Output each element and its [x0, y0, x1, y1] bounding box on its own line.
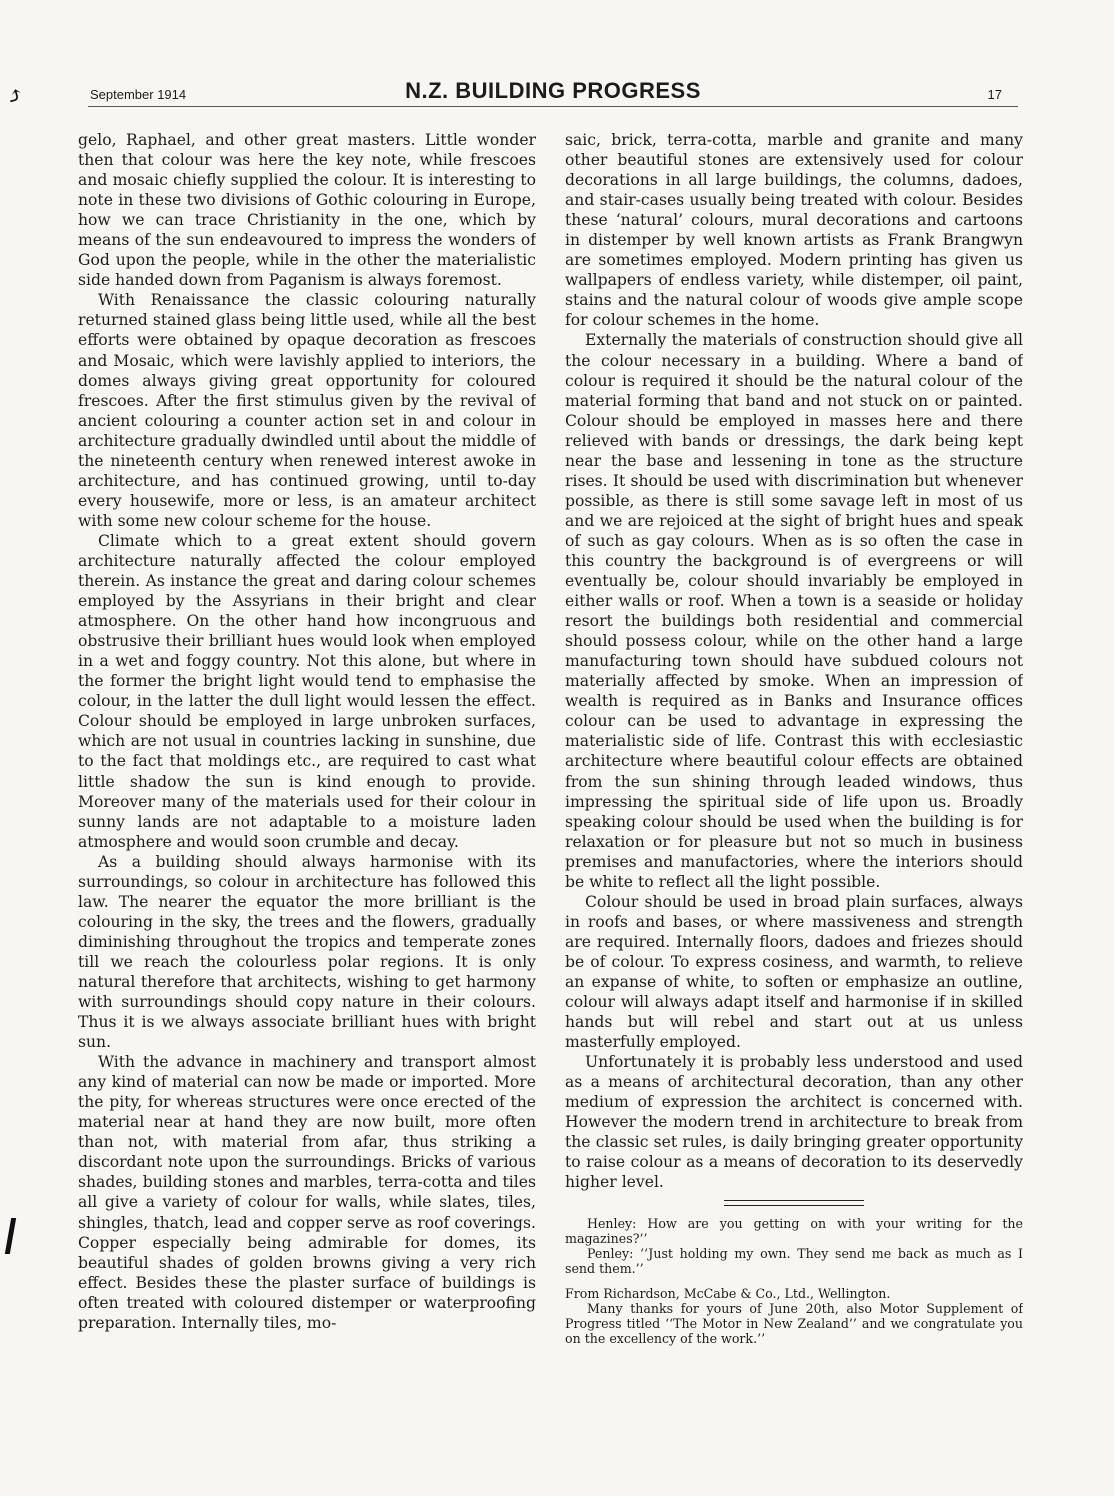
right-column	[565, 130, 1023, 1470]
paragraph: Climate which to a great extent should govern architecture naturally affected the colour employed therein. As instance the great and daring colour schemes employed by the Assyrians in their bright and clear atmosphere. On the other hand how incongruous and obstrusive their brilliant hues would look when employed in a wet and foggy country. Not this alone, but where in the former the bright light would tend to emphasise the colour, in the latter the dull light would lessen the effect. Colour should be employed in large unbroken surfaces, which are not usual in countries lacking in sunshine, due to the fact that moldings etc., are required to cast what little shadow the sun is kind enough to provide. Moreover many of the materials used for their colour in sunny lands are not adaptable to a moisture laden atmosphere and would soon crumble and decay.	[78, 531, 536, 851]
paragraph: saic, brick, terra-cotta, marble and granite and many other beautiful stones are extensively used for colour decorations in all large buildings, the columns, dadoes, and stair-cases usually being treated with colour. Besides these ‘natural’ colours, mural decorations and cartoons in distemper by well known artists as Frank Brangwyn are sometimes employed. Modern printing has given us wallpapers of endless variety, while distemper, oil paint, stains and the natural colour of woods give ample scope for colour schemes in the home.	[565, 131, 1023, 330]
left-column	[78, 130, 536, 1470]
note-thanks: Many thanks for yours of June 20th, also Motor Supplement of Progress titled ‘‘The Motor in New Zealand’’ and we congratulate you on the excellency of the work.’’	[565, 1301, 1023, 1347]
paragraph: Colour should be used in broad plain surfaces, always in roofs and bases, or where massiveness and strength are required. Internally floors, dadoes and friezes should be of colour. To express cosiness, and warmth, to relieve an expanse of white, to soften or emphasize an outline, colour will always adapt itself and harmonise if in skilled hands but will rebel and start out at us unless masterfully employed.	[565, 892, 1023, 1052]
note-line-henley: Henley: How are you getting on with your writing for the magazines?’’	[565, 1216, 1023, 1247]
margin-ink-mark	[5, 1218, 16, 1254]
page-number: 17	[987, 87, 1002, 102]
note-line-penley: Penley: ‘‘Just holding my own. They send me back as much as I send them.’’	[565, 1246, 1023, 1277]
paragraph: Externally the materials of construction should give all the colour necessary in a building. Where a band of colour is required it should be the natural colour of the material forming that band and not stuck on or painted. Colour should be employed in masses here and there relieved with bands or dressings, the dark being kept near the base and lessening in tone as the structure rises. It should be used with discrimination but whenever possible, as there is still some savage left in most of us and we are rejoiced at the sight of bright hues and speak of such as gay colours. When as is so often the case in this country the background is of evergreens or will eventually be, colour should invariably be employed in either walls or roof. When a town is a seaside or holiday resort the buildings both residential and commercial should possess colour, while on the other hand a large manufacturing town should have subdued colours not materially affected by smoke. When an impression of wealth is required as in Banks and Insurance offices colour can be used to advantage in expressing the materialistic side of life. Contrast this with ecclesiastic architecture where beautiful colour effects are obtained from the sun shining through leaded windows, thus impressing the spiritual side of life upon us. Broadly speaking colour should be used when the building is for relaxation or for pleasure but not so much in business premises and manufactories, where the interiors should be white to reflect all the light possible.	[565, 331, 1023, 891]
joke-note	[565, 1216, 1023, 1276]
letter-note	[565, 1286, 1023, 1346]
publication-title: N.Z. BUILDING PROGRESS	[405, 78, 701, 103]
margin-arrow-mark: ⤴	[3, 82, 28, 111]
section-divider	[724, 1200, 864, 1206]
paragraph: gelo, Raphael, and other great masters. Little wonder then that colour was here the key note, while frescoes and mosaic chiefly supplied the colour. It is interesting to note in these two divisions of Gothic colouring in Europe, how we can trace Christianity in the one, which by means of the sun endeavoured to impress the wonders of God upon the people, while in the other the materialistic side handed down from Paganism is always foremost.	[78, 131, 536, 290]
paragraph: As a building should always harmonise with its surroundings, so colour in architecture has followed this law. The nearer the equator the more brilliant is the colouring in the sky, the trees and the flowers, gradually diminishing throughout the tropics and temperate zones till we reach the colourless polar regions. It is only natural therefore that architects, wishing to get harmony with surroundings should copy nature in their colours. Thus it is we always associate brilliant hues with bright sun.	[78, 852, 536, 1052]
issue-date: September 1914	[90, 87, 187, 102]
paragraph: Unfortunately it is probably less understood and used as a means of architectural decoration, than any other medium of expression the architect is concerned with. However the modern trend in architecture to break from the classic set rules, is daily bringing greater opportunity to raise colour as a means of decoration to its deservedly higher level.	[565, 1053, 1023, 1192]
page-header	[88, 72, 1018, 107]
paragraph: With the advance in machinery and transport almost any kind of material can now be made or imported. More the pity, for whereas structures were once erected of the material near at hand they are now built, more often than not, with material from afar, thus striking a discordant note upon the surroundings. Bricks of various shades, building stones and marbles, terra-cotta and tiles all give a variety of colour for walls, while slates, tiles, shingles, thatch, lead and copper serve as roof coverings. Copper especially being admirable for domes, its beautiful shades of golden browns giving a very rich effect. Besides these the plaster surface of buildings is often treated with coloured distemper or waterproofing preparation. Internally tiles, mo-	[78, 1053, 536, 1332]
note-from: From Richardson, McCabe & Co., Ltd., Wellington.	[565, 1286, 891, 1302]
paragraph: With Renaissance the classic colouring naturally returned stained glass being little used, while all the best efforts were obtained by opaque decoration as frescoes and Mosaic, which were lavishly applied to interiors, the domes always giving great opportunity for coloured frescoes. After the first stimulus given by the revival of ancient colouring a counter action set in and colour in architecture gradually dwindled until about the middle of the nineteenth century when renewed interest awoke in architecture, and has continued growing, until to-day every housewife, more or less, is an amateur architect with some new colour scheme for the house.	[78, 291, 536, 530]
